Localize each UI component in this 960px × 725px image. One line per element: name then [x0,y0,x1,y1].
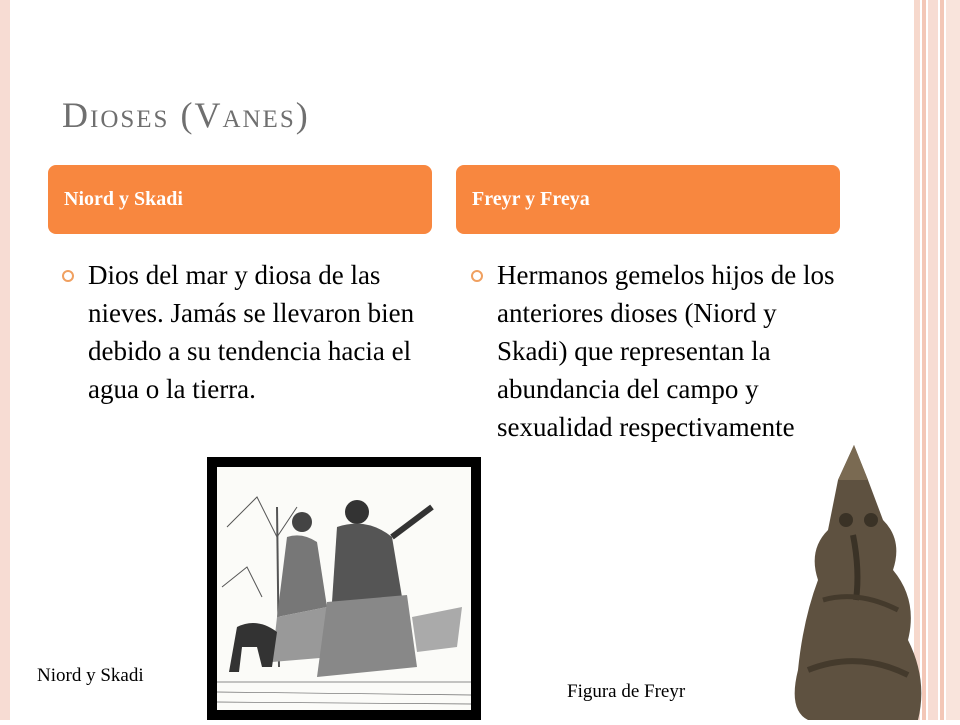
bullet-niord-skadi [88,256,418,408]
slide-title: Dioses (Vanes) [62,95,310,135]
bullet-icon [62,270,74,282]
column-header-label: Freyr y Freya [472,188,590,210]
column-header-freyr-freya [456,165,840,234]
bullet-freyr-freya [497,256,842,446]
bullet-icon [471,270,483,282]
caption-freyr-figure: Figura de Freyr [567,681,686,702]
column-header-label: Niord y Skadi [64,188,183,210]
niord-skadi-engraving [207,457,481,720]
caption-niord-skadi: Niord y Skadi [37,665,144,686]
bullet-text: Hermanos gemelos hijos de los anteriores dioses (Niord y Skadi) que representan la abundancia del campo y sexualidad respectivamente [497,260,835,442]
freyr-figurine-photo [768,440,940,720]
slide-left-border [0,0,10,720]
column-header-niord-skadi [48,165,432,234]
bullet-text: Dios del mar y diosa de las nieves. Jamás se llevaron bien debido a su tendencia hacia el agua o la tierra. [88,260,415,404]
